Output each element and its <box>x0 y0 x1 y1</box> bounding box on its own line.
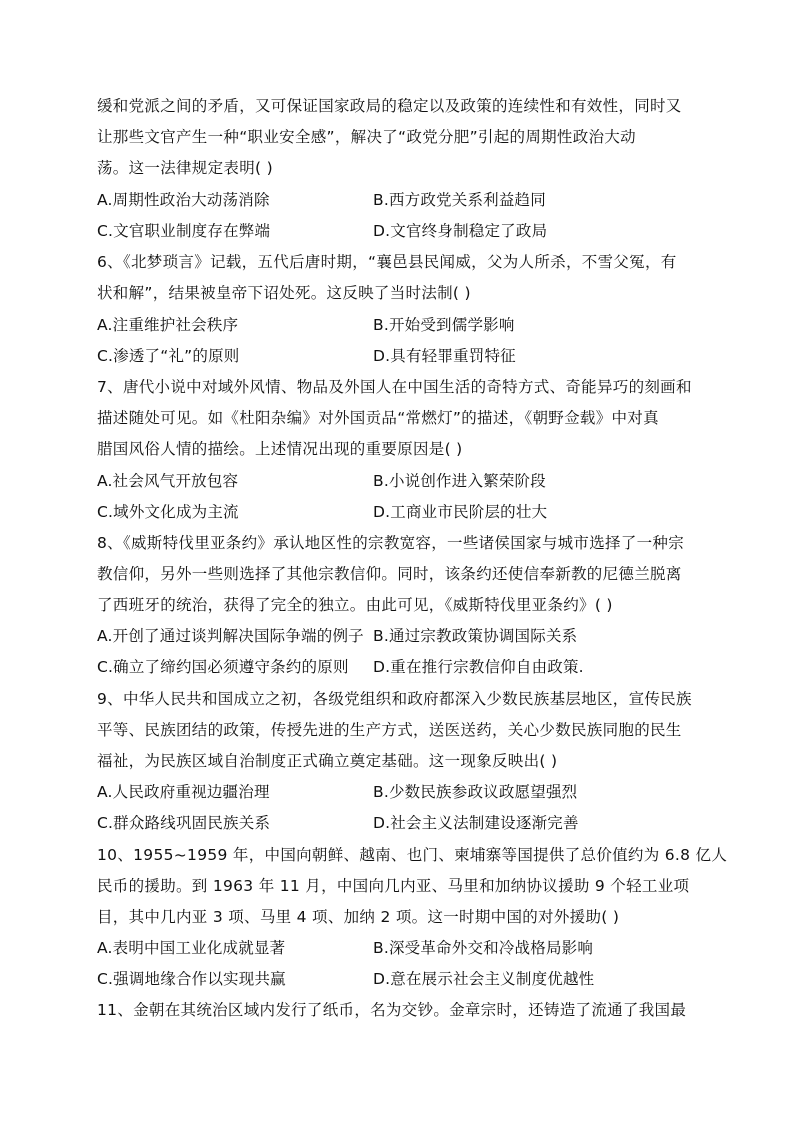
question-9-text-line-1: 9、中华人民共和国成立之初，各级党组织和政府都深入少数民族基层地区，宣传民族 <box>97 690 692 708</box>
question-10-option-b: B.深受革命外交和冷战格局影响 <box>373 939 594 957</box>
question-9-text-line-3: 福祉，为民族区域自治制度正式确立奠定基础。这一现象反映出( ) <box>97 752 558 770</box>
question-6-option-c: C.渗透了“礼”的原则 <box>97 347 240 365</box>
question-8-text-line-3: 了西班牙的统治，获得了完全的独立。由此可见，《威斯特伐里亚条约》( ) <box>97 596 613 614</box>
question-8-option-d: D.重在推行宗教信仰自由政策. <box>373 658 584 676</box>
question-11-text-line-1: 11、金朝在其统治区域内发行了纸币，名为交钞。金章宗时，还铸造了流通了我国最 <box>97 1001 687 1019</box>
question-8-option-b: B.通过宗教政策协调国际关系 <box>373 627 578 645</box>
question-5-text-line-2: 让那些文官产生一种“职业安全感”，解决了“政党分肥”引起的周期性政治大动 <box>97 128 636 146</box>
question-8-option-c: C.确立了缔约国必须遵守条约的原则 <box>97 658 349 676</box>
question-8-text-line-2: 教信仰，另外一些则选择了其他宗教信仰。同时，该条约还使信奉新教的尼德兰脱离 <box>97 565 682 583</box>
question-10-option-c: C.强调地缘合作以实现共赢 <box>97 970 286 988</box>
question-7-option-d: D.工商业市民阶层的壮大 <box>373 503 548 521</box>
question-7-text-line-3: 腊国风俗人情的描绘。上述情况出现的重要原因是( ) <box>97 440 463 458</box>
question-7-option-c: C.域外文化成为主流 <box>97 503 239 521</box>
question-5-option-a: A.周期性政治大动荡消除 <box>97 191 270 209</box>
question-10-option-a: A.表明中国工业化成就显著 <box>97 939 286 957</box>
question-6-option-d: D.具有轻罪重罚特征 <box>373 347 516 365</box>
question-6-option-b: B.开始受到儒学影响 <box>373 316 515 334</box>
question-6-text-line-1: 6、《北梦琐言》记载，五代后唐时期，“襄邑县民闻威，父为人所杀，不雪父冤，有 <box>97 253 677 271</box>
question-5-option-c: C.文官职业制度存在弊端 <box>97 222 271 240</box>
question-5-text-line-3: 荡。这一法律规定表明( ) <box>97 159 273 177</box>
question-9-option-a: A.人民政府重视边疆治理 <box>97 783 270 801</box>
question-5-option-b: B.西方政党关系利益趋同 <box>373 191 546 209</box>
question-7-option-a: A.社会风气开放包容 <box>97 472 239 490</box>
question-8-text-line-1: 8、《威斯特伐里亚条约》承认地区性的宗教宽容，一些诸侯国家与城市选择了一种宗 <box>97 534 685 552</box>
question-9-option-c: C.群众路线巩固民族关系 <box>97 814 271 832</box>
question-6-option-a: A.注重维护社会秩序 <box>97 316 239 334</box>
question-5-text-line-1: 缓和党派之间的矛盾，又可保证国家政局的稳定以及政策的连续性和有效性，同时又 <box>97 97 682 115</box>
question-7-option-b: B.小说创作进入繁荣阶段 <box>373 472 546 490</box>
question-10-option-d: D.意在展示社会主义制度优越性 <box>373 970 595 988</box>
question-5-option-d: D.文官终身制稳定了政局 <box>373 222 548 240</box>
question-7-text-line-2: 描述随处可见。如《杜阳杂编》对外国贡品“常燃灯”的描述，《朝野佥载》中对真 <box>97 409 659 427</box>
question-6-text-line-2: 状和解”，结果被皇帝下诏处死。这反映了当时法制( ) <box>97 284 471 302</box>
question-8-option-a: A.开创了通过谈判解决国际争端的例子 <box>97 627 364 645</box>
question-7-text-line-1: 7、唐代小说中对域外风情、物品及外国人在中国生活的奇特方式、奇能异巧的刻画和 <box>97 378 692 396</box>
question-10-text-line-1: 10、1955~1959 年，中国向朝鲜、越南、也门、柬埔寨等国提供了总价值约为 6.8 亿人 <box>97 846 728 864</box>
question-9-option-d: D.社会主义法制建设逐渐完善 <box>373 814 579 832</box>
question-9-option-b: B.少数民族参政议政愿望强烈 <box>373 783 578 801</box>
question-9-text-line-2: 平等、民族团结的政策，传授先进的生产方式，送医送药，关心少数民族同胞的民生 <box>97 721 682 739</box>
question-10-text-line-2: 民币的援助。到 1963 年 11 月，中国向几内亚、马里和加纳协议援助 9 个轻工业项 <box>97 877 690 895</box>
question-10-text-line-3: 目，其中几内亚 3 项、马里 4 项、加纳 2 项。这一时期中国的对外援助( ) <box>97 908 620 926</box>
